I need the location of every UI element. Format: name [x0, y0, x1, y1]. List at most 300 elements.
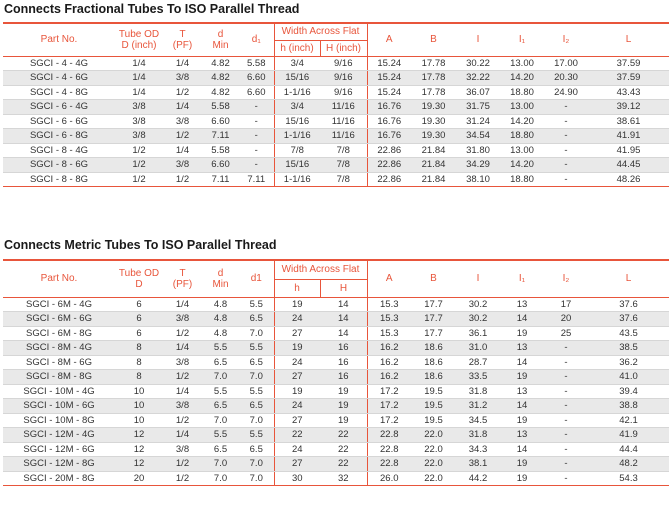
table-cell: - — [544, 355, 588, 370]
col-b: B — [411, 23, 456, 56]
table-cell: 6.5 — [239, 355, 274, 370]
table-cell: 11/16 — [320, 100, 367, 115]
table-cell: 25 — [544, 326, 588, 341]
table-cell: SGCI - 6 - 8G — [3, 129, 115, 144]
table-cell: 24 — [274, 442, 320, 457]
table-cell: SGCI - 4 - 8G — [3, 85, 115, 100]
table-cell: 32 — [320, 471, 367, 486]
table-cell: 7.0 — [239, 413, 274, 428]
table-cell: 7/8 — [320, 158, 367, 173]
col-i: I — [456, 23, 500, 56]
table-cell: 6.5 — [239, 442, 274, 457]
table-cell: 6.60 — [202, 158, 239, 173]
table-cell: - — [544, 100, 588, 115]
table-cell: 30.2 — [456, 312, 500, 327]
table-cell: 7.0 — [239, 326, 274, 341]
table-cell: 3/8 — [163, 355, 202, 370]
table-cell: 16 — [320, 370, 367, 385]
table-cell: 8 — [115, 341, 163, 356]
table-cell: 4.82 — [202, 85, 239, 100]
table-cell: 7.0 — [202, 370, 239, 385]
table-cell: 18.80 — [500, 129, 544, 144]
table-cell: 22 — [320, 428, 367, 443]
table-cell: 9/16 — [320, 85, 367, 100]
table-cell: 22.0 — [411, 457, 456, 472]
table-cell: - — [239, 114, 274, 129]
table-cell: 1/2 — [163, 370, 202, 385]
table-cell: 14 — [500, 442, 544, 457]
col-a: A — [367, 23, 411, 56]
table-cell: 15/16 — [274, 158, 320, 173]
table-cell: 30.2 — [456, 297, 500, 312]
table-cell: 13.00 — [500, 56, 544, 71]
table-cell: 1/4 — [163, 100, 202, 115]
table-cell: 7.0 — [239, 370, 274, 385]
table-row — [3, 442, 669, 457]
table-cell: SGCI - 4 - 4G — [3, 56, 115, 71]
table-cell: 1-1/16 — [274, 85, 320, 100]
table-cell: 1/4 — [163, 143, 202, 158]
table-row — [3, 297, 669, 312]
table-cell: 1/4 — [163, 384, 202, 399]
table-cell: SGCI - 8M - 8G — [3, 370, 115, 385]
table-cell: 16.2 — [367, 370, 411, 385]
table-cell: 1/2 — [163, 172, 202, 187]
table-cell: 7.11 — [202, 172, 239, 187]
table-cell: 1/2 — [115, 172, 163, 187]
table-cell: 7/8 — [274, 143, 320, 158]
table-cell: - — [544, 384, 588, 399]
table-row — [3, 158, 669, 173]
table-cell: 3/8 — [163, 442, 202, 457]
table-cell: 36.2 — [588, 355, 669, 370]
table-cell: 19 — [320, 399, 367, 414]
table-cell: 4.8 — [202, 312, 239, 327]
table-cell: 13.00 — [500, 143, 544, 158]
table-cell: 15.24 — [367, 71, 411, 86]
table-cell: 12 — [115, 428, 163, 443]
table-row — [3, 326, 669, 341]
table-cell: 44.2 — [456, 471, 500, 486]
table-cell: 19 — [274, 384, 320, 399]
table-cell: 16 — [320, 341, 367, 356]
table-cell: - — [544, 341, 588, 356]
table-cell: SGCI - 6M - 4G — [3, 297, 115, 312]
table-cell: 15.24 — [367, 85, 411, 100]
table-cell: 7.0 — [202, 471, 239, 486]
table-cell: 19.30 — [411, 129, 456, 144]
table-cell: 7/8 — [320, 143, 367, 158]
table-cell: 31.8 — [456, 428, 500, 443]
table-cell: - — [544, 158, 588, 173]
table-row — [3, 172, 669, 187]
col-i: I — [456, 260, 500, 297]
table-cell: 22.0 — [411, 428, 456, 443]
table-cell: SGCI - 20M - 8G — [3, 471, 115, 486]
table-cell: 37.6 — [588, 297, 669, 312]
table-cell: 14.20 — [500, 71, 544, 86]
table-cell: 18.6 — [411, 341, 456, 356]
table-cell: 14 — [500, 355, 544, 370]
table-cell: 1/2 — [163, 471, 202, 486]
table-cell: 30.22 — [456, 56, 500, 71]
table-cell: 1/4 — [115, 85, 163, 100]
table-cell: 8 — [115, 355, 163, 370]
table-cell: 14 — [500, 312, 544, 327]
table-cell: SGCI - 8M - 6G — [3, 355, 115, 370]
table-cell: - — [239, 158, 274, 173]
table-cell: 1/4 — [115, 56, 163, 71]
col-h: h (inch) — [274, 40, 320, 56]
table-cell: 7.11 — [202, 129, 239, 144]
table-cell: 20.30 — [544, 71, 588, 86]
table2-title: Connects Metric Tubes To ISO Parallel Thread — [4, 238, 277, 252]
table-cell: 21.84 — [411, 158, 456, 173]
table-cell: SGCI - 12M - 6G — [3, 442, 115, 457]
table-cell: SGCI - 6M - 6G — [3, 312, 115, 327]
col-part-no: Part No. — [3, 23, 115, 56]
table-cell: 6.5 — [239, 312, 274, 327]
table-cell: 11/16 — [320, 114, 367, 129]
table-cell: 31.0 — [456, 341, 500, 356]
table-cell: 1/4 — [163, 297, 202, 312]
fractional-tubes-table — [3, 22, 669, 187]
table-cell: 31.80 — [456, 143, 500, 158]
table-cell: 3/8 — [163, 114, 202, 129]
table-cell: 6.5 — [202, 442, 239, 457]
table-cell: 22.0 — [411, 442, 456, 457]
table-cell: 22 — [320, 457, 367, 472]
table-cell: 30 — [274, 471, 320, 486]
col-part-no: Part No. — [3, 260, 115, 297]
table-cell: - — [239, 129, 274, 144]
table-cell: 39.12 — [588, 100, 669, 115]
table-cell: 3/8 — [115, 129, 163, 144]
table-cell: - — [544, 143, 588, 158]
table-cell: 38.8 — [588, 399, 669, 414]
table-cell: 4.82 — [202, 71, 239, 86]
table-cell: 7.0 — [239, 471, 274, 486]
table-cell: 18.80 — [500, 172, 544, 187]
table-cell: 14.20 — [500, 158, 544, 173]
table-cell: 43.5 — [588, 326, 669, 341]
table-cell: 16 — [320, 355, 367, 370]
table-cell: 5.58 — [239, 56, 274, 71]
table-cell: 1/2 — [163, 85, 202, 100]
table-cell: 19 — [500, 370, 544, 385]
table-cell: 16.2 — [367, 355, 411, 370]
table-cell: 4.8 — [202, 326, 239, 341]
table-cell: SGCI - 10M - 6G — [3, 399, 115, 414]
table-row — [3, 56, 669, 71]
table-cell: SGCI - 8 - 6G — [3, 158, 115, 173]
table-cell: 7/8 — [320, 172, 367, 187]
table-cell: SGCI - 6M - 8G — [3, 326, 115, 341]
table-cell: 17.2 — [367, 399, 411, 414]
table-cell: 1/2 — [115, 158, 163, 173]
col-i1: I₁ — [500, 260, 544, 297]
table-cell: 38.10 — [456, 172, 500, 187]
table-cell: 19 — [274, 297, 320, 312]
table-cell: 17.2 — [367, 413, 411, 428]
table-cell: 7.11 — [239, 172, 274, 187]
table-cell: 37.6 — [588, 312, 669, 327]
col-b: B — [411, 260, 456, 297]
table-cell: 36.1 — [456, 326, 500, 341]
table-row — [3, 143, 669, 158]
table-cell: 22.86 — [367, 172, 411, 187]
table-cell: 54.3 — [588, 471, 669, 486]
table-cell: 38.61 — [588, 114, 669, 129]
table-cell: 19 — [500, 326, 544, 341]
table-cell: 15.24 — [367, 56, 411, 71]
table-cell: 21.84 — [411, 172, 456, 187]
table-cell: 19 — [500, 457, 544, 472]
table-cell: 1-1/16 — [274, 172, 320, 187]
table-cell: 3/4 — [274, 56, 320, 71]
table-cell: 19 — [320, 384, 367, 399]
table-cell: - — [544, 442, 588, 457]
table-cell: SGCI - 12M - 4G — [3, 428, 115, 443]
table-cell: 22.0 — [411, 471, 456, 486]
table-cell: 9/16 — [320, 56, 367, 71]
table-cell: 24.90 — [544, 85, 588, 100]
table-row — [3, 413, 669, 428]
table-cell: 14 — [320, 297, 367, 312]
table-cell: 3/4 — [274, 100, 320, 115]
table-cell: 5.5 — [202, 341, 239, 356]
table-cell: 39.4 — [588, 384, 669, 399]
table-cell: 12 — [115, 457, 163, 472]
col-d1: d1 — [239, 260, 274, 297]
table-cell: SGCI - 8 - 4G — [3, 143, 115, 158]
table-cell: 22.86 — [367, 143, 411, 158]
table-cell: SGCI - 10M - 4G — [3, 384, 115, 399]
table-cell: - — [544, 129, 588, 144]
table-cell: - — [544, 428, 588, 443]
table-cell: 22.86 — [367, 158, 411, 173]
table-cell: 26.0 — [367, 471, 411, 486]
table-cell: 20 — [115, 471, 163, 486]
table-cell: 1/4 — [163, 428, 202, 443]
col-i2: I₂ — [544, 260, 588, 297]
table-cell: SGCI - 6 - 4G — [3, 100, 115, 115]
table-cell: 18.80 — [500, 85, 544, 100]
table-cell: 6.5 — [202, 355, 239, 370]
table-cell: - — [544, 172, 588, 187]
table-cell: 17.7 — [411, 312, 456, 327]
table-cell: 41.95 — [588, 143, 669, 158]
table-row — [3, 71, 669, 86]
table-cell: 5.58 — [202, 143, 239, 158]
col-H: H — [320, 279, 367, 297]
table-cell: 6.60 — [202, 114, 239, 129]
table-cell: 5.5 — [239, 428, 274, 443]
table-cell: 37.59 — [588, 56, 669, 71]
table-cell: 5.5 — [239, 384, 274, 399]
table-cell: 5.5 — [202, 428, 239, 443]
table-cell: 31.8 — [456, 384, 500, 399]
table-cell: 6.5 — [239, 399, 274, 414]
table-cell: 19.30 — [411, 114, 456, 129]
table-cell: 7.0 — [202, 457, 239, 472]
table-cell: 13.00 — [500, 100, 544, 115]
table-cell: 19.5 — [411, 413, 456, 428]
table-cell: 3/8 — [163, 71, 202, 86]
table-cell: 17.78 — [411, 85, 456, 100]
table-cell: 18.6 — [411, 355, 456, 370]
table-cell: 22.8 — [367, 442, 411, 457]
table-cell: 28.7 — [456, 355, 500, 370]
table-cell: 10 — [115, 384, 163, 399]
table-cell: 21.84 — [411, 143, 456, 158]
table-cell: SGCI - 8 - 8G — [3, 172, 115, 187]
table-cell: 15/16 — [274, 114, 320, 129]
table-cell: 1/2 — [163, 457, 202, 472]
table-cell: 27 — [274, 413, 320, 428]
table-cell: 19.5 — [411, 399, 456, 414]
table-cell: 34.54 — [456, 129, 500, 144]
table-cell: 1/4 — [163, 56, 202, 71]
table-cell: 14.20 — [500, 114, 544, 129]
table-cell: 16.76 — [367, 114, 411, 129]
table-cell: 48.26 — [588, 172, 669, 187]
table-cell: SGCI - 6 - 6G — [3, 114, 115, 129]
table-row — [3, 341, 669, 356]
table-row — [3, 399, 669, 414]
table-cell: 5.58 — [202, 100, 239, 115]
table-row — [3, 85, 669, 100]
table-cell: 19 — [320, 413, 367, 428]
table-cell: 5.5 — [239, 297, 274, 312]
table-cell: 7.0 — [202, 413, 239, 428]
table-cell: 41.91 — [588, 129, 669, 144]
table-cell: 5.5 — [202, 384, 239, 399]
col-tube-od: Tube OD D — [115, 260, 163, 297]
col-width-across-flat: Width Across Flat — [274, 23, 367, 40]
table-cell: 15.3 — [367, 297, 411, 312]
table-cell: 48.2 — [588, 457, 669, 472]
table-cell: 3/8 — [163, 399, 202, 414]
table-cell: 16.76 — [367, 129, 411, 144]
table1-title: Connects Fractional Tubes To ISO Parallel Thread — [4, 2, 300, 16]
table-cell: 8 — [115, 370, 163, 385]
table-cell: - — [544, 413, 588, 428]
table-cell: 3/8 — [115, 114, 163, 129]
col-t: T (PF) — [163, 260, 202, 297]
table-cell: 24 — [274, 355, 320, 370]
table-cell: 19 — [274, 341, 320, 356]
table-cell: SGCI - 8M - 4G — [3, 341, 115, 356]
col-t: T (PF) — [163, 23, 202, 56]
metric-tubes-table — [3, 259, 669, 486]
table-cell: 16.76 — [367, 100, 411, 115]
table-cell: 14 — [320, 312, 367, 327]
col-width-across-flat: Width Across Flat — [274, 260, 367, 279]
table-cell: 1/2 — [163, 129, 202, 144]
table-cell: 13 — [500, 384, 544, 399]
table-cell: 27 — [274, 326, 320, 341]
table-cell: 4.8 — [202, 297, 239, 312]
table-cell: 3/8 — [163, 312, 202, 327]
table-cell: - — [239, 100, 274, 115]
table-row — [3, 370, 669, 385]
table-cell: - — [544, 114, 588, 129]
table-cell: 27 — [274, 370, 320, 385]
table-cell: 17.7 — [411, 297, 456, 312]
table-cell: 17.7 — [411, 326, 456, 341]
table-cell: 14 — [320, 326, 367, 341]
table-cell: 34.29 — [456, 158, 500, 173]
table-cell: 41.0 — [588, 370, 669, 385]
table-cell: 44.4 — [588, 442, 669, 457]
col-d: d Min — [202, 23, 239, 56]
table-cell: 1/2 — [163, 413, 202, 428]
table-row — [3, 312, 669, 327]
table-row — [3, 355, 669, 370]
table-cell: 24 — [274, 399, 320, 414]
table-cell: 14 — [500, 399, 544, 414]
table-cell: 22.8 — [367, 457, 411, 472]
table-cell: 31.24 — [456, 114, 500, 129]
table-cell: 19.5 — [411, 384, 456, 399]
table-cell: 5.5 — [239, 341, 274, 356]
table-cell: 15.3 — [367, 326, 411, 341]
table-row — [3, 100, 669, 115]
table-cell: 10 — [115, 399, 163, 414]
table-cell: 27 — [274, 457, 320, 472]
table-cell: 13 — [500, 428, 544, 443]
table-cell: - — [544, 457, 588, 472]
col-a: A — [367, 260, 411, 297]
table-cell: 11/16 — [320, 129, 367, 144]
table-cell: 6 — [115, 326, 163, 341]
table-cell: 31.75 — [456, 100, 500, 115]
table-cell: 33.5 — [456, 370, 500, 385]
table-row — [3, 129, 669, 144]
col-l: L — [588, 23, 669, 56]
table-cell: 6.60 — [239, 71, 274, 86]
table-cell: 17.2 — [367, 384, 411, 399]
table-cell: 1-1/16 — [274, 129, 320, 144]
table-cell: 20 — [544, 312, 588, 327]
table-cell: 10 — [115, 413, 163, 428]
table-cell: 15.3 — [367, 312, 411, 327]
table-cell: 17.00 — [544, 56, 588, 71]
table-cell: 41.9 — [588, 428, 669, 443]
table-cell: 19 — [500, 471, 544, 486]
col-tube-od: Tube OD D (inch) — [115, 23, 163, 56]
table-cell: 13 — [500, 341, 544, 356]
table-cell: 22 — [274, 428, 320, 443]
table-cell: 6.60 — [239, 85, 274, 100]
table-cell: 9/16 — [320, 71, 367, 86]
table-cell: 38.1 — [456, 457, 500, 472]
table-cell: SGCI - 4 - 6G — [3, 71, 115, 86]
table-cell: 42.1 — [588, 413, 669, 428]
table-cell: 18.6 — [411, 370, 456, 385]
table-cell: 37.59 — [588, 71, 669, 86]
table-cell: 24 — [274, 312, 320, 327]
table-row — [3, 384, 669, 399]
table-row — [3, 428, 669, 443]
table-cell: SGCI - 12M - 8G — [3, 457, 115, 472]
table-cell: 13 — [500, 297, 544, 312]
table-cell: 1/2 — [163, 326, 202, 341]
col-l: L — [588, 260, 669, 297]
table-cell: 32.22 — [456, 71, 500, 86]
col-H: H (inch) — [320, 40, 367, 56]
